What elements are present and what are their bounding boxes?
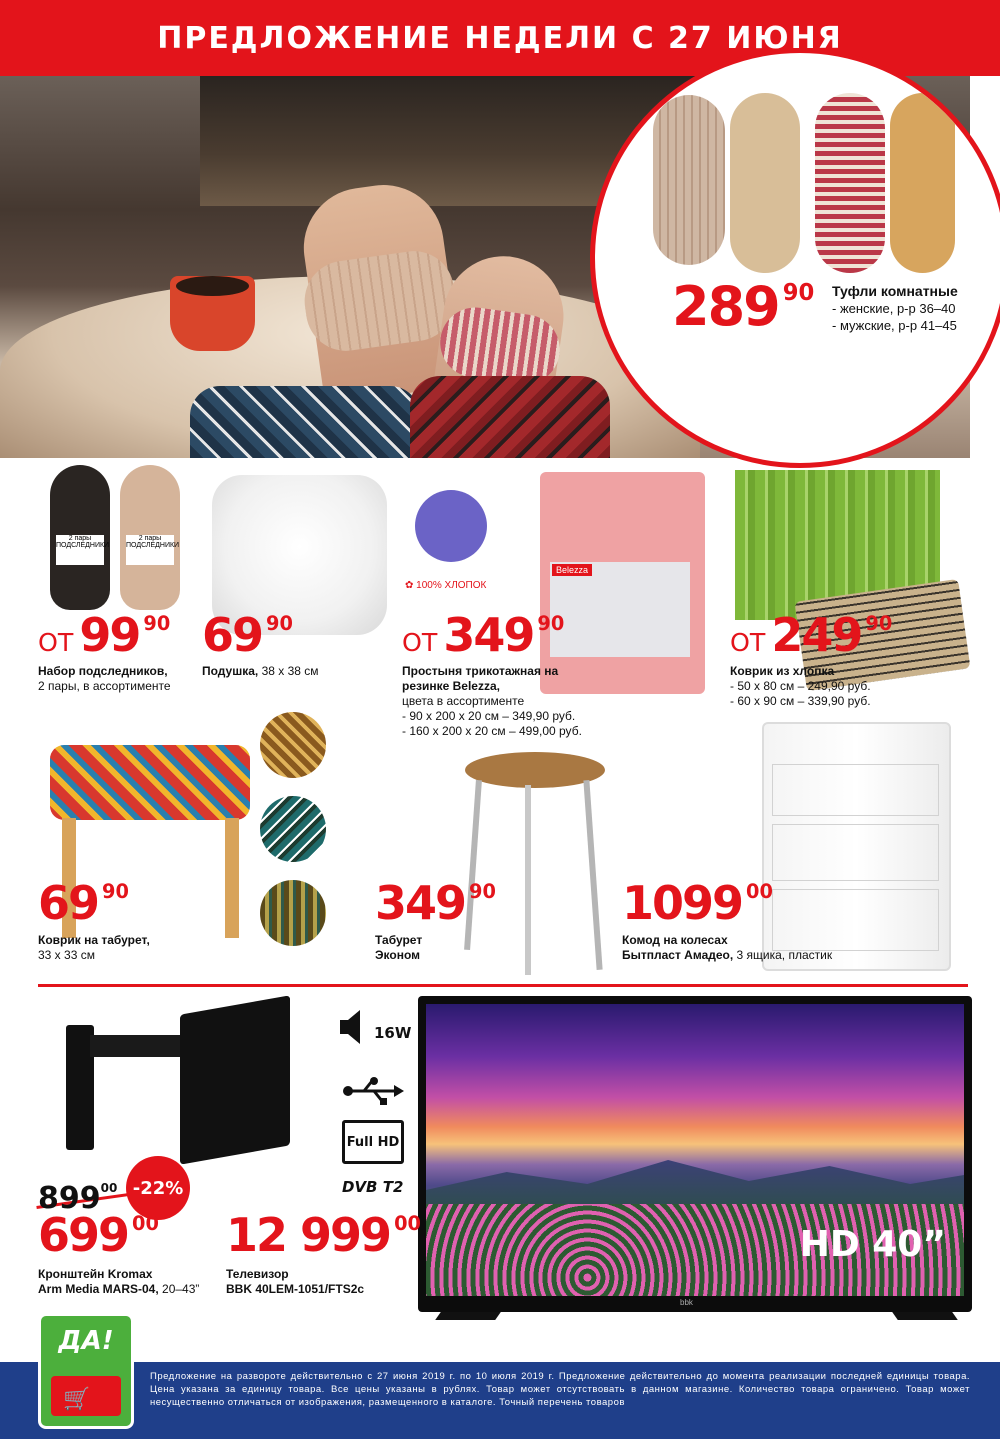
- tv-stand-leg: [435, 1312, 501, 1320]
- stool-leg: [525, 785, 531, 975]
- tv-stand-leg: [892, 1312, 958, 1320]
- dvb-t2-icon: DVB T2: [342, 1178, 404, 1196]
- sheet-package-image: Belezza: [540, 472, 705, 694]
- full-hd-icon: Full HD: [342, 1120, 404, 1164]
- socks-price: ОТ 99 $^{90}$: [38, 608, 171, 662]
- stool-cover-price: 69 $^{90}$: [38, 876, 129, 930]
- drawer-description: Комод на колесах Бытпласт Амадео, 3 ящика, пластик: [622, 933, 833, 962]
- stool-cover-image: [50, 745, 250, 820]
- cotton-badge: ✿ 100% ХЛОПОК: [405, 580, 487, 591]
- stool-leg: [583, 780, 602, 970]
- tv-brand-logo: bbk: [680, 1298, 693, 1307]
- stool-cover-description: Коврик на табурет, 33 х 33 см: [38, 933, 150, 962]
- socks-description: Набор подследников, 2 пары, в ассортименте: [38, 664, 171, 693]
- slippers-description: Туфли комнатные - женские, р-р 36–40 - мужские, р-р 41–45: [832, 283, 958, 333]
- slipper-sole-image: [730, 93, 800, 273]
- pattern-swatch: [260, 712, 326, 778]
- rug-description: Коврик из хлопка - 50 х 80 см – 249,90 руб. - 60 х 90 см – 339,90 руб.: [730, 664, 871, 708]
- slippers-price: 289 $^{90}$: [672, 275, 815, 338]
- pillow-price: 69 $^{90}$: [202, 608, 293, 662]
- socks-image: 2 пары ПОДСЛЕДНИКИ: [50, 465, 110, 610]
- stool-price: 349 $^{90}$: [375, 876, 496, 930]
- cart-icon: 🛒: [63, 1386, 91, 1411]
- speaker-icon: [340, 1010, 370, 1049]
- bracket-arm-image: [90, 1035, 190, 1057]
- pajama-leg-image: [410, 376, 610, 458]
- tv-price: 12 999 $^{00}$: [226, 1208, 421, 1262]
- bracket-description: Кронштейн Kromax Arm Media MARS-04, 20–43”: [38, 1267, 200, 1296]
- da-logo: ДА! 🛒: [38, 1313, 134, 1429]
- bracket-old-price: $899^{00}$: [38, 1181, 118, 1216]
- slippers-panel: [590, 48, 1000, 468]
- sound-power-label: 16W: [374, 1024, 412, 1042]
- bracket-price: 699 $^{00}$: [38, 1208, 159, 1262]
- header-title: ПРЕДЛОЖЕНИЕ НЕДЕЛИ С 27 ИЮНЯ: [157, 20, 843, 56]
- bracket-plate-image: [180, 995, 290, 1164]
- pattern-swatch: [260, 796, 326, 862]
- pillow-description: Подушка, 38 х 38 см: [202, 664, 319, 678]
- rug-price: ОТ 249 $^{90}$: [730, 608, 893, 662]
- hd-40-label: HD 40”: [799, 1224, 946, 1265]
- slipper-image: [653, 95, 725, 265]
- cotton-icon: ✿: [405, 580, 414, 591]
- stool-description: Табурет Эконом: [375, 933, 423, 962]
- color-swatch: [415, 490, 487, 562]
- sheet-price: ОТ 349 $^{90}$: [402, 608, 565, 662]
- slipper-image: [815, 93, 885, 273]
- slipper-sole-image: [890, 93, 955, 273]
- stool-leg: [225, 818, 239, 938]
- tv-image: [418, 996, 972, 1312]
- discount-badge: -22%: [126, 1156, 190, 1220]
- tv-screen: [426, 1004, 964, 1296]
- sheet-description: Простыня трикотажная на резинке Belezza, цвета в ассортименте - 90 х 200 х 20 см – 349,90 руб. - 160 х 200 х 20 см – 499,00 руб.: [402, 664, 582, 738]
- pattern-swatch: [260, 880, 326, 946]
- pajama-leg-image: [190, 386, 420, 458]
- section-divider: [38, 984, 968, 987]
- usb-icon: [342, 1076, 404, 1111]
- drawer-price: 1099 $^{00}$: [622, 876, 773, 930]
- socks-image: 2 пары ПОДСЛЕДНИКИ: [120, 465, 180, 610]
- footer-disclaimer: Предложение на развороте действительно с 27 июня 2019 г. по 10 июля 2019 г. Предложение действительно до момента реализации последней единицы товара. Цена указана за единицу товара. Все цены указаны в рублях. Товар может отсутствовать в данном магазине. Количество товара ограничено. Товар может несущественно отличаться от изображения, размещенного в каталоге. Точный перечень товаров: [150, 1371, 970, 1408]
- tv-description: Телевизор BBK 40LEM-1051/FTS2c: [226, 1267, 365, 1296]
